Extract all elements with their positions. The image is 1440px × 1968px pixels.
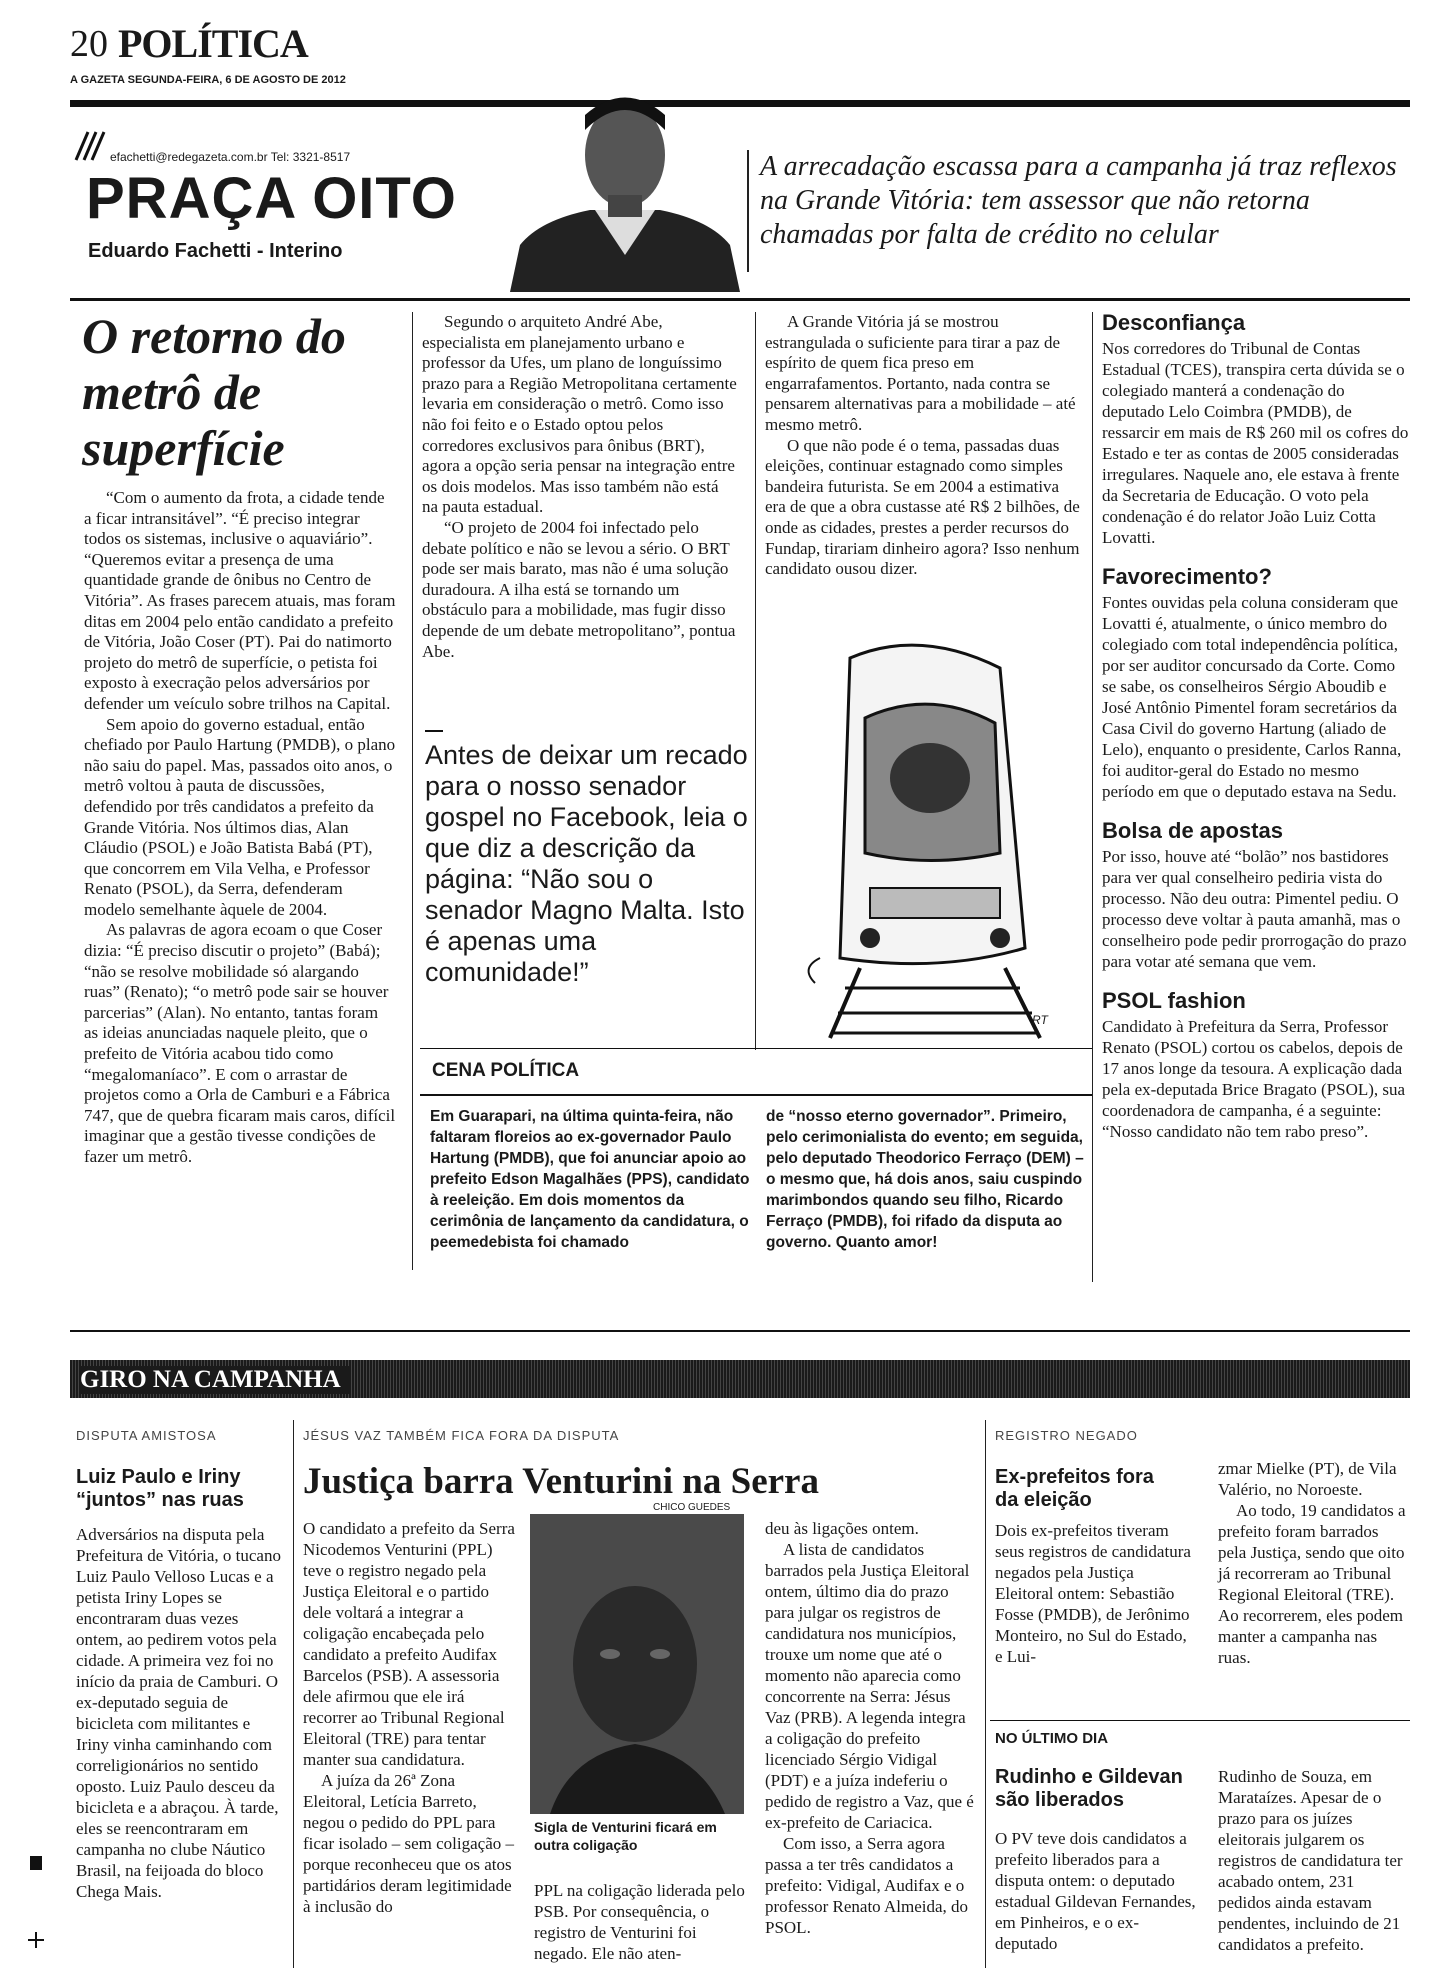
pull-quote: Antes de deixar um recado para o nosso senador gospel no Facebook, leia o que diz a descrição da página: “Não sou o senador Magno Malta. Isto é apenas uma comunidade!”	[425, 740, 748, 987]
ultimo-col1: O PV teve dois candidatos a prefeito liberados para a disputa ontem: o deputado estadual Gildevan Fernandes, em Pinheiros, e o ex-deputado	[995, 1829, 1196, 1953]
crosshair-icon	[28, 1932, 44, 1948]
registro-kicker: REGISTRO NEGADO	[995, 1428, 1138, 1443]
paragraph: A juíza da 26ª Zona Eleitoral, Letícia Barreto, negou o pedido do PPL para ficar isolado – sem coligação – porque reconheceu que os atos partidários deram legitimidade à inclusão do	[303, 1771, 515, 1916]
paragraph: Com isso, a Serra agora passa a ter três candidatos a prefeito: Vidigal, Audifax e o professor Renato Almeida, do PSOL.	[765, 1834, 969, 1937]
justica-col1	[303, 1518, 517, 1917]
paragraph: A Grande Vitória já se mostrou estrangulada o suficiente para tirar a paz de espírito de quem fica preso em engarrafamentos. Portanto, nada contra se pensarem alternativas para a mobilidade – até mesmo metrô.	[765, 312, 1076, 434]
justica-kicker: JÉSUS VAZ TAMBÉM FICA FORA DA DISPUTA	[303, 1428, 620, 1443]
note-title: Desconfiança	[1102, 310, 1246, 335]
notes-column	[1102, 310, 1410, 1142]
venturini-photo	[530, 1514, 744, 1814]
note-text: Por isso, houve até “bolão” nos bastidores para ver qual conselheiro pediria vista do processo. Não deu outra: Pimentel pediu. O processo deve voltar à pauta amanhã, mas o conselheiro pode pedir prorrogação do prazo para votar até semana que vem.	[1102, 847, 1407, 971]
cena-top-rule	[420, 1048, 1092, 1049]
column-author: Eduardo Fachetti - Interino	[88, 240, 343, 262]
paragraph: O que não pode é o tema, passadas duas eleições, continuar estagnado como simples bandeira futurista. Se em 2004 a estimativa era de que a obra custasse até R$ 2 bilhões, de onde as cidades, prestes a perder recursos do Fundap, tirariam dinheiro agora? Isso nenhum candidato ousou dizer.	[765, 435, 1080, 579]
ultimo-headline: Rudinho e Gildevan são liberados	[995, 1766, 1183, 1811]
quote-rule	[747, 150, 749, 272]
columnist-photo	[500, 70, 750, 292]
paragraph: “O projeto de 2004 foi infectado pelo debate político e não se levou a sério. O BRT pode ser mais barato, mas não é uma solução duradoura. A ilha está se tornando um obstáculo para a mobilidade, mas fugir disso depende de um debate metropolitano”, pontua Abe.	[422, 517, 736, 661]
photo-credit: CHICO GUEDES	[653, 1502, 731, 1513]
registro-headline: Ex-prefeitos fora da eleição	[995, 1466, 1154, 1511]
paragraph: As palavras de agora ecoam o que Coser dizia: “É preciso discutir o projeto” (Babá); “não se resolve mobilidade só alargando ruas” (Renato); “o metrô pode sair se houver parcerias” (Alan). No entanto, tantas foram as ideias anunciadas naquele pleito, que o prefeito de Vitória acabou tido como “megalomaníaco”. E com o arrastar de projetos como a Orla de Camburi e a Fábrica 747, que de quebra ficaram mais caros, difícil imaginar que a gestão tivesse condições de fazer um metrô.	[84, 920, 396, 1166]
note-text: Candidato à Prefeitura da Serra, Professor Renato (PSOL) cortou os cabelos, depois de 17 anos longe da tesoura. A explicação dada pela ex-deputada Brice Bragato (PSOL), sua coordenadora de campanha, é a seguinte: “Nosso candidato não tem rabo preso”.	[1102, 1017, 1406, 1141]
registro-col1: Dois ex-prefeitos tiveram seus registros de candidatura negados pela Justiça Eleitoral ontem: Sebastião Fosse (PMDB), de Jerônimo Monteiro, no Sul do Estado, e Lui-	[995, 1521, 1191, 1666]
note-text: Nos corredores do Tribunal de Contas Estadual (TCES), transpira certa dúvida se o colegiado manterá a condenação do deputado Lelo Coimbra (PMDB), de ressarcir em mais de R$ 260 mil os cofres do Estado e ter as contas de 2005 consideradas irregulares. Naquele ano, ele estava à frente da Secretaria de Educação. O voto pela condenação é do relator João Luiz Cotta Lovatti.	[1102, 339, 1409, 547]
slash-logo-icon	[72, 128, 106, 162]
justica-col3	[765, 1518, 977, 1938]
ultimo-rule	[990, 1720, 1410, 1721]
ultimo-col2: Rudinho de Souza, em Marataízes. Apesar de o prazo para os juízes eleitorais julgarem os registros de candidatura ter acabado ontem, 231 pedidos ainda estavam pendentes, incluindo de 21 candidatos a prefeito.	[1218, 1767, 1403, 1954]
paragraph: Segundo o arquiteto André Abe, especialista em planejamento urbano e professor da Ufes, um plano de longuíssimo prazo para a Região Metropolitana certamente levaria em consideração o metrô. Como isso não foi feito e o Estado optou pelos corredores exclusivos para ônibus (BRT), agora a opção seria pensar na integração entre os dois modelos. Mas isso também não está na pauta estadual.	[422, 312, 737, 517]
disputa-headline: Luiz Paulo e Iriny “juntos” nas ruas	[76, 1466, 244, 1511]
ultimo-kicker: NO ÚLTIMO DIA	[995, 1730, 1109, 1747]
column-title: PRAÇA OITO	[86, 166, 457, 231]
paragraph: Adversários na disputa pela Prefeitura de Vitória, o tucano Luiz Paulo Velloso Lucas e a petista Iriny Lopes se encontraram duas vezes ontem, ao pedirem votos pela cidade. A primeira vez foi no início da praia de Camburi. O ex-deputado seguia de bicicleta com militantes e Iriny vinha caminhando com correligionários no sentido oposto. Luiz Paulo desceu da bicicleta e a abraçou. À tarde, eles se reencontraram em campanha no clube Náutico Brasil, na feijoada do bloco Chega Mais.	[76, 1525, 281, 1901]
giro-rule	[70, 1330, 1410, 1332]
cena-col2: de “nosso eterno governador”. Primeiro, pelo cerimonialista do evento; em seguida, pelo deputado Theodorico Ferraço (DEM) – o mesmo que, há dois anos, saiu cuspindo marimbondos quando seu filho, Ricardo Ferraço (PMDB), foi rifado da disputa ao governo. Quanto amor!	[766, 1108, 1084, 1251]
cena-title-rule	[420, 1094, 1092, 1096]
paragraph: Sem apoio do governo estadual, então chefiado por Paulo Hartung (PMDB), o plano não saiu do papel. Mas, passados oito anos, o metrô voltou à pauta de discussões, defendido por três candidatos a prefeito da Grande Vitória. Nos últimos dias, Alan Cláudio (PSOL) e João Batista Babá (PT), que concorrem em Vila Velha, e Professor Renato (PSOL), da Serra, defenderam modelo semelhante àquele de 2004.	[84, 714, 396, 919]
disputa-kicker: DISPUTA AMISTOSA	[76, 1428, 217, 1443]
paragraph: O candidato a prefeito da Serra Nicodemos Venturini (PPL) teve o registro negado pela Justiça Eleitoral e o partido dele voltará a integrar a coligação encabeçada pelo candidato a prefeito Audifax Barcelos (PSB). A assessoria dele afirmou que ele irá recorrer ao Tribunal Regional Eleitoral (TRE) para tentar manter sua candidatura.	[303, 1519, 515, 1769]
column-contact: efachetti@redegazeta.com.br Tel: 3321-8517	[110, 150, 351, 164]
cena-title: CENA POLÍTICA	[432, 1060, 580, 1081]
note-title: PSOL fashion	[1102, 988, 1246, 1013]
metro-cartoon	[770, 628, 1080, 1040]
paragraph: zmar Mielke (PT), de Vila Valério, no Noroeste.	[1218, 1459, 1397, 1499]
disputa-text	[76, 1524, 286, 1902]
paragraph: deu às ligações ontem.	[765, 1519, 919, 1538]
column-divider	[755, 312, 756, 1050]
column-divider	[985, 1420, 986, 1968]
note-text: Fontes ouvidas pela coluna consideram que Lovatti é, atualmente, o único membro do colegiado com total independência política, por ser auditor concursado da Corte. Como se sabe, os conselheiros Sérgio Aboudib e José Antônio Pimentel foram secretários da Casa Civil do governo Hartung (aliado de Lelo), enquanto o presidente, Carlos Ranna, foi auditor-geral do Estado no mesmo período em que o deputado estava na Sedu.	[1102, 593, 1402, 801]
giro-banner	[70, 1360, 1410, 1398]
paragraph: PPL na coligação liderada pelo PSB. Por consequência, o registro de Venturini foi negado. Ele não aten-	[534, 1881, 745, 1963]
pull-quote-dash	[425, 730, 443, 732]
paragraph: A lista de candidatos barrados pela Justiça Eleitoral ontem, último dia do prazo para julgar os registros de candidatura nos municípios, trouxe um nome que até o momento não aparecia como concorrente na Serra: Jésus Vaz (PRB). A legenda integra a coligação do prefeito licenciado Sérgio Vidigal (PDT) e a juíza indeferiu o pedido de registro a Vaz, que é ex-prefeito de Cariacica.	[765, 1540, 974, 1832]
paragraph: “Com o aumento da frota, a cidade tende a ficar intransitável”. “É preciso integrar todos os sistemas, inclusive o aquaviário”. “Queremos evitar a presença de uma quantidade grande de ônibus no Centro de Vitória”. As frases parecem atuais, mas foram ditas em 2004 pelo então candidato a prefeito de Vitória, João Coser (PT). Pai do natimorto projeto do metrô de superfície, o petista foi exposto à execração pelos adversários por defender um veículo sobre trilhos na Capital.	[84, 488, 396, 713]
giro-banner-title: GIRO NA CAMPANHA	[80, 1366, 349, 1394]
banner-rule	[70, 298, 1410, 301]
margin-mark-icon	[30, 1856, 42, 1870]
cena-col1: Em Guarapari, na última quinta-feira, não faltaram floreios ao ex-governador Paulo Hartung (PMDB), que foi anunciar apoio ao prefeito Edson Magalhães (PPS), candidato à reeleição. Em dois momentos da cerimônia de lançamento da candidatura, o peemedebista foi chamado	[430, 1108, 750, 1251]
section-title: POLÍTICA	[118, 21, 308, 66]
justica-headline: Justiça barra Venturini na Serra	[303, 1461, 819, 1502]
column-divider	[412, 312, 413, 1270]
page-number: 20	[70, 23, 108, 65]
main-headline: O retorno do metrô de superfície	[82, 308, 346, 476]
note-title: Bolsa de apostas	[1102, 818, 1283, 843]
column-divider	[1092, 312, 1093, 1282]
main-article-col2	[422, 312, 738, 662]
column-divider	[293, 1420, 294, 1968]
paragraph: Ao todo, 19 candidatos a prefeito foram barrados pela Justiça, sendo que oito já recorreram ao Tribunal Regional Eleitoral (TRE). Ao recorrerem, eles podem manter a campanha nas ruas.	[1218, 1501, 1406, 1667]
dateline: A GAZETA SEGUNDA-FEIRA, 6 DE AGOSTO DE 2012	[70, 74, 346, 86]
cartoon-signature: RT	[1032, 1013, 1048, 1027]
registro-col2	[1218, 1458, 1408, 1668]
column-quote: A arrecadação escassa para a campanha já traz reflexos na Grande Vitória: tem assessor que não retorna chamadas por falta de crédito no celular	[760, 151, 1397, 250]
note-title: Favorecimento?	[1102, 564, 1272, 589]
justica-col2	[534, 1880, 746, 1964]
main-article-col3	[765, 312, 1083, 580]
photo-caption: Sigla de Venturini ficará em outra coligação	[534, 1819, 717, 1853]
main-article-col1	[84, 488, 396, 1168]
